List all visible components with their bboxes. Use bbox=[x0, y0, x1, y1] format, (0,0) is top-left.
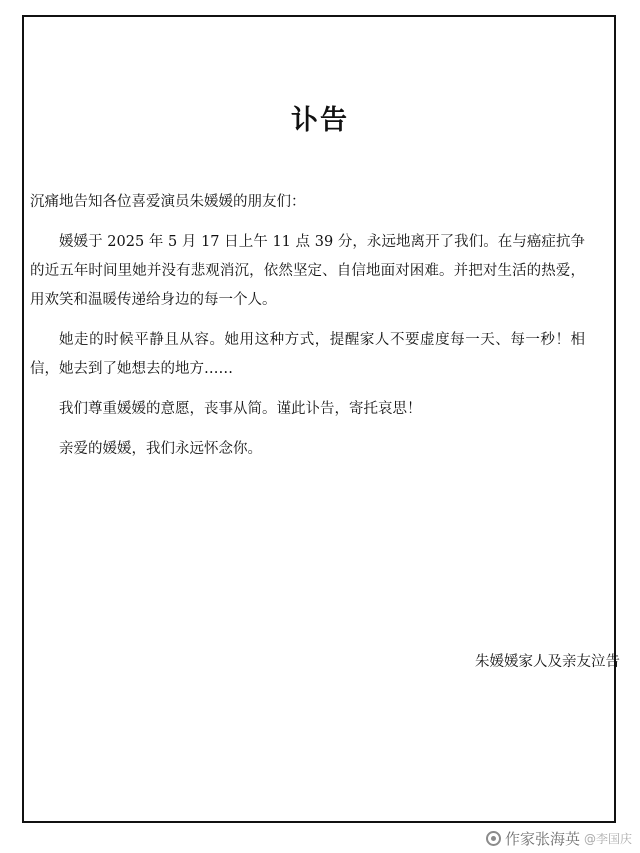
document-title: 讣告 bbox=[291, 105, 349, 136]
paragraph-2: 她走的时候平静且从容。她用这种方式，提醒家人不要虚度每一天、每一秒！相信，她去到了她想去的地方…… bbox=[30, 332, 585, 377]
weibo-icon bbox=[486, 831, 501, 846]
paragraph-3: 我们尊重媛媛的意愿，丧事从简。谨此讣告，寄托哀思！ bbox=[59, 401, 422, 417]
salutation: 沉痛地告知各位喜爱演员朱媛媛的朋友们： bbox=[30, 194, 306, 210]
paragraph-1: 媛媛于 2025 年 5 月 17 日上午 11 点 39 分，永远地离开了我们。在与癌症抗争的近五年时间里她并没有悲观消沉，依然坚定、自信地面对困难。并把对生活的热爱，用欢笑和温暖传递给身边的每一个人。 bbox=[30, 234, 585, 308]
watermark-text: 作家张海英 bbox=[504, 830, 580, 848]
watermark bbox=[486, 828, 632, 849]
watermark-faint-text: @李国庆 bbox=[583, 832, 632, 846]
document-body bbox=[30, 188, 585, 475]
paragraph-4: 亲爱的媛媛，我们永远怀念你。 bbox=[59, 441, 262, 457]
signature: 朱媛媛家人及亲友泣告 bbox=[475, 654, 620, 670]
